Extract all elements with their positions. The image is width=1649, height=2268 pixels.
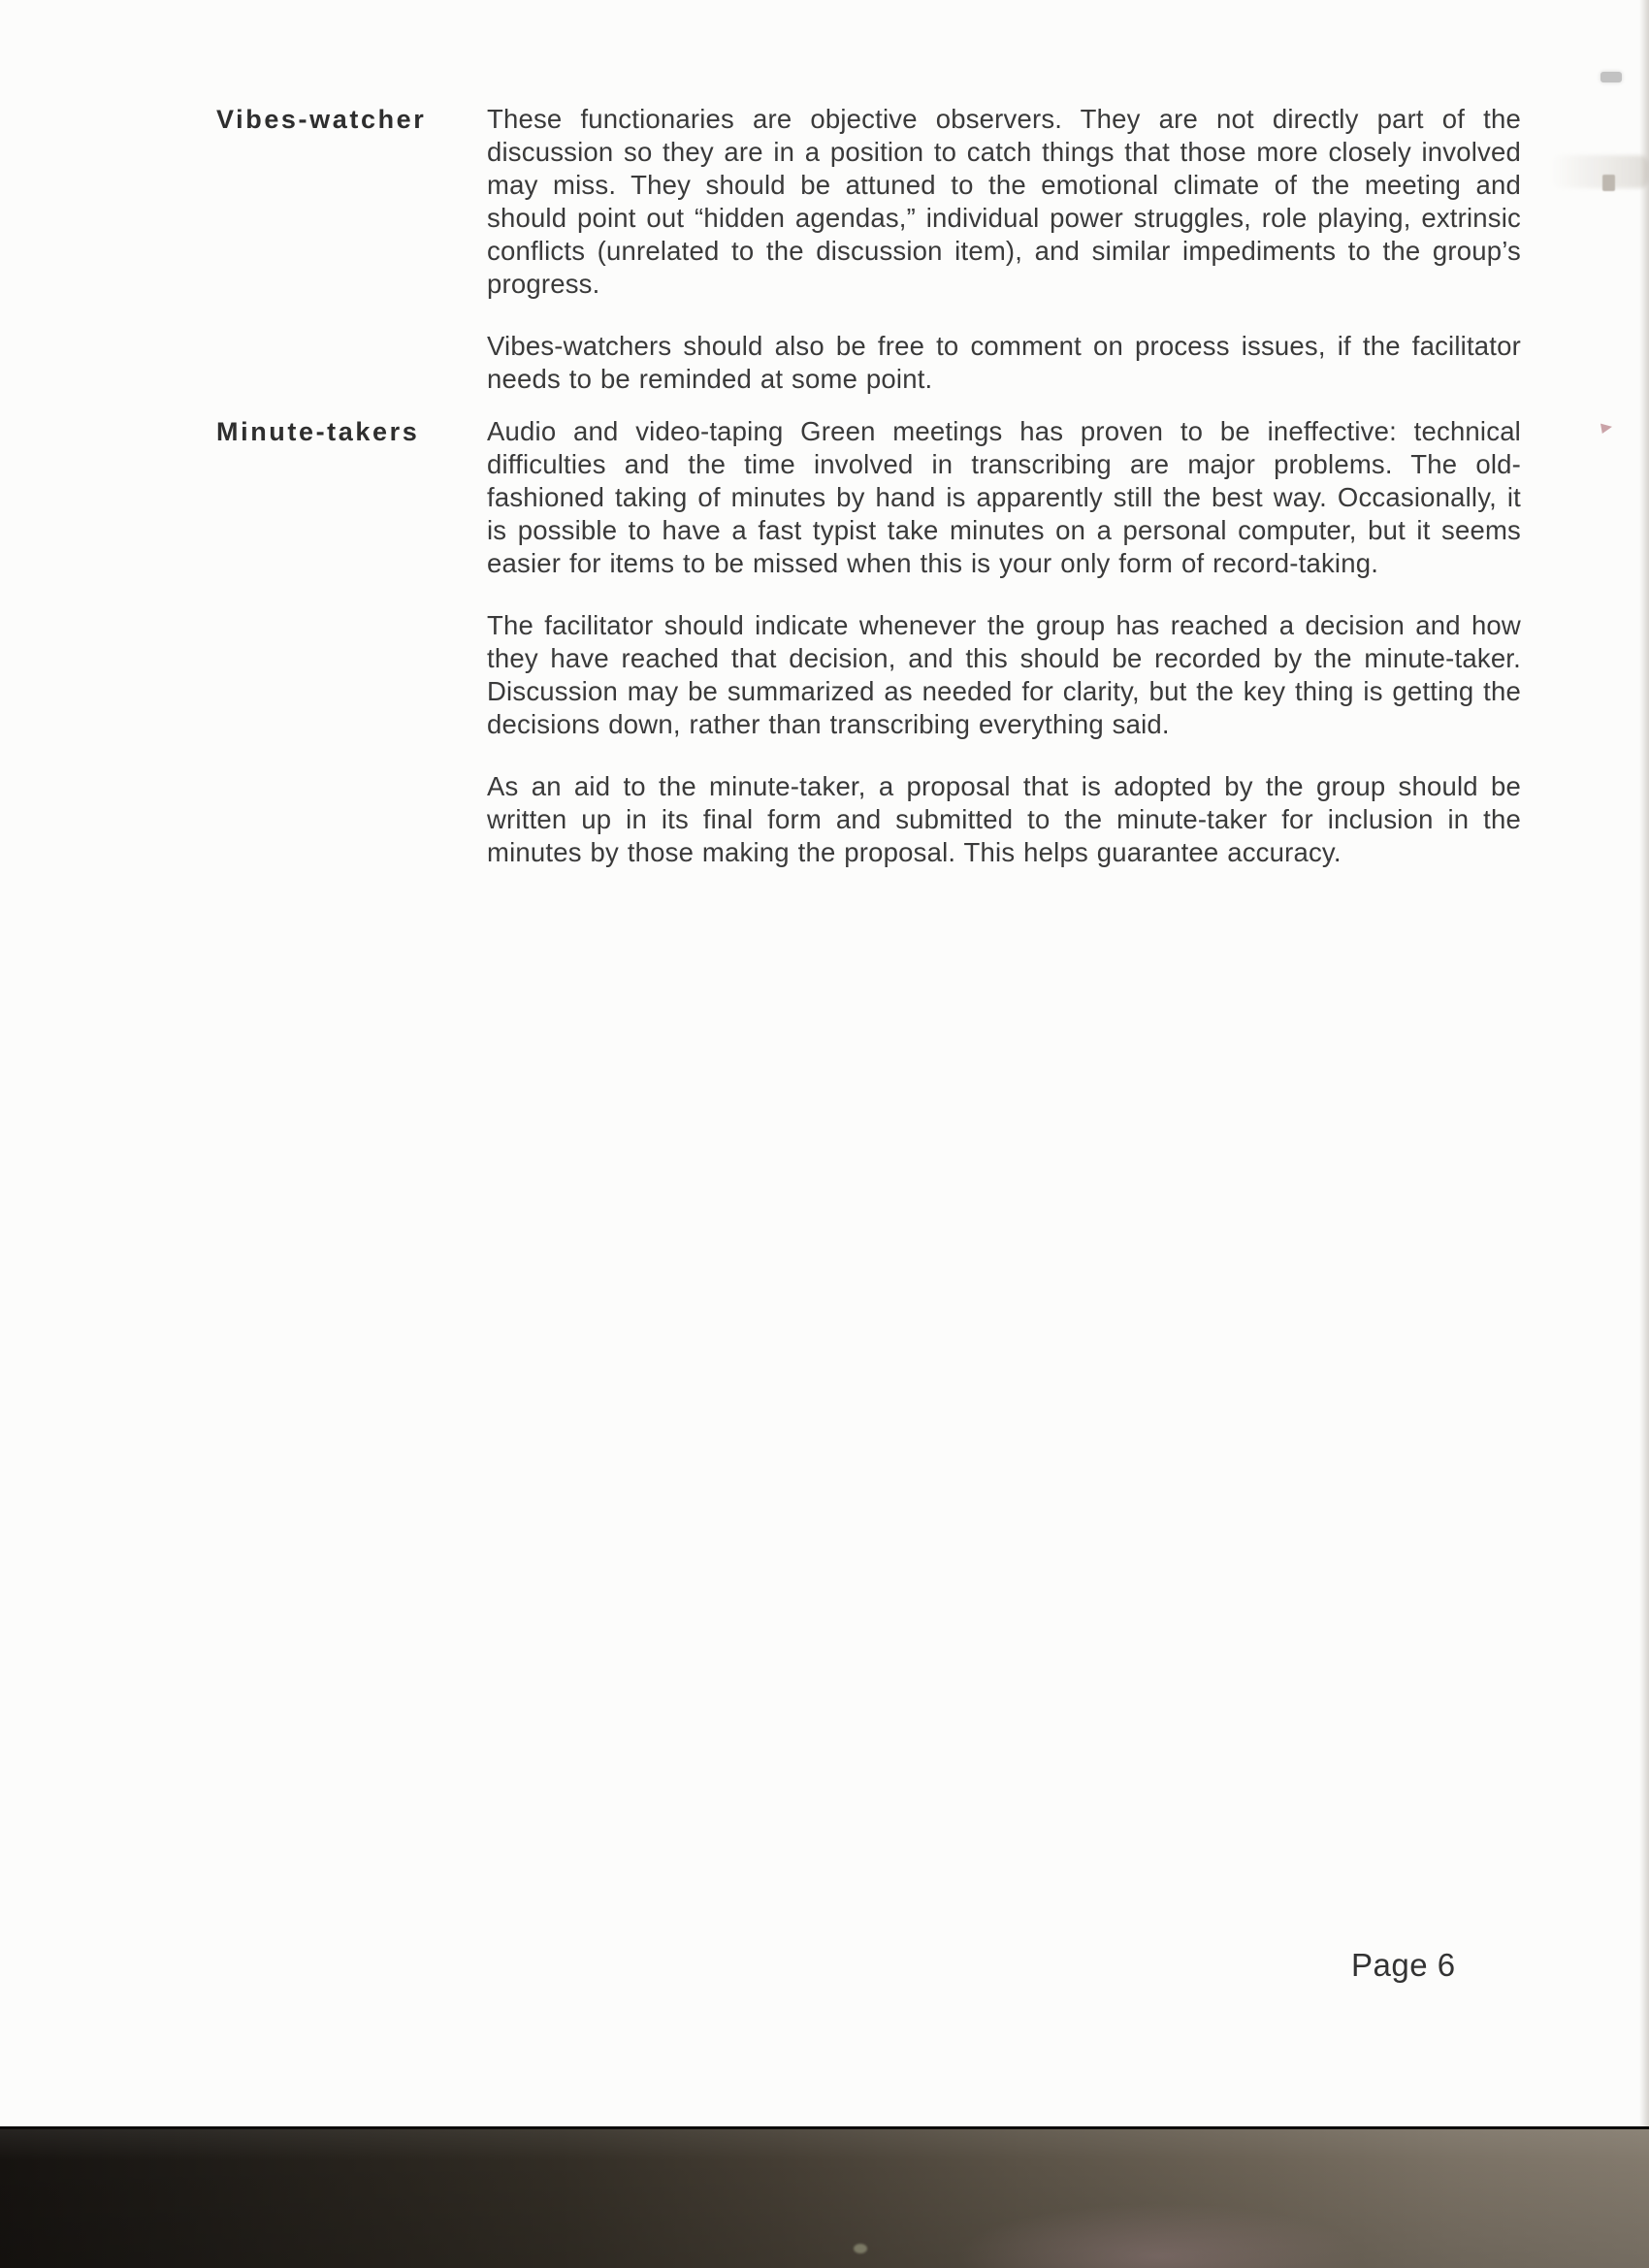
scan-artifact-dash [1600,72,1622,82]
scanner-bed-band [0,2126,1649,2268]
section-body-vibes-watcher [487,103,1521,396]
scanner-band-speck [854,2244,867,2253]
section-minute-takers [216,415,1521,869]
scan-artifact-pink-mark [1600,421,1612,434]
paragraph: The facilitator should indicate whenever the group has reached a decision and how they have reached that decision, and this should be recorded by the minute-taker. Discussion may be summarized as needed for clarity, but the key thing is getting the decisions down, rather than transcribing everything said. [487,610,1521,739]
scan-artifact-smudge [1550,155,1649,188]
section-vibes-watcher [216,103,1521,396]
paragraph: Vibes-watchers should also be free to comment on process issues, if the facilitator needs to be reminded at some point. [487,331,1521,394]
scan-artifact-tick [1602,175,1615,191]
paragraph: As an aid to the minute-taker, a proposal that is adopted by the group should be written up in its final form and submitted to the minute-taker for inclusion in the minutes by those making the proposal. This helps guarantee accuracy. [487,771,1521,867]
section-heading-minute-takers: Minute-takers [216,417,420,446]
section-body-minute-takers [487,415,1521,869]
scanner-band-glow [956,2203,1364,2268]
page-number: Page 6 [1351,1947,1456,1983]
scan-edge-shading [1639,0,1649,2126]
section-heading-vibes-watcher: Vibes-watcher [216,105,427,134]
paragraph: Audio and video-taping Green meetings has proven to be ineffective: technical difficulties and the time involved in transcribing are major problems. The old-fashioned taking of minutes by hand is apparently still the best way. Occasionally, it is possible to have a fast typist take minutes on a personal computer, but it seems easier for items to be missed when this is your only form of record-taking. [487,416,1521,578]
paragraph: These functionaries are objective observers. They are not directly part of the discussion so they are in a position to catch things that those more closely involved may miss. They should be attuned to the emotional climate of the meeting and should point out “hidden agendas,” individual power struggles, role playing, extrinsic conflicts (unrelated to the discussion item), and similar impediments to the group’s progress. [487,104,1521,299]
